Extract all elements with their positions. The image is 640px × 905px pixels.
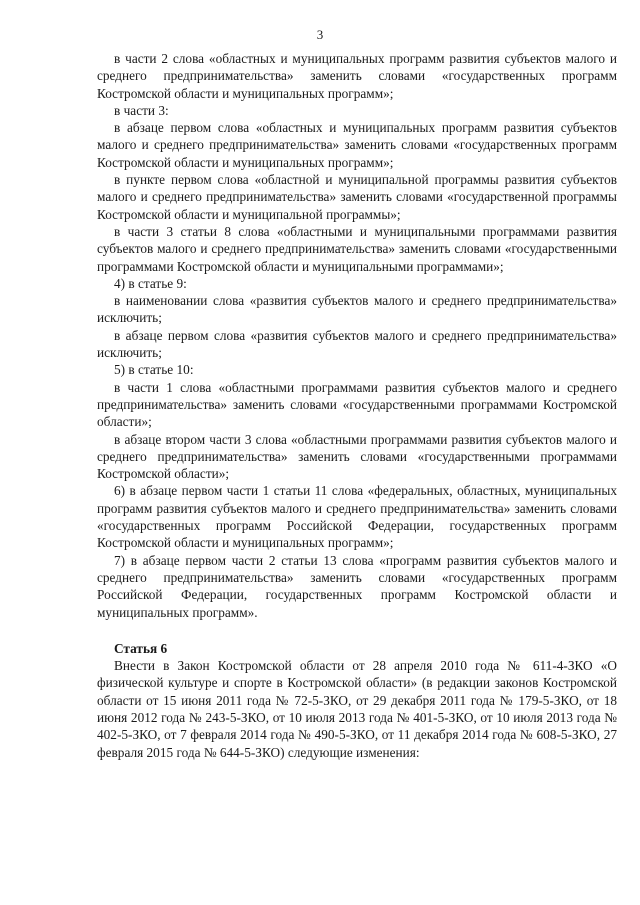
article-text: Внести в Закон Костромской области от 28 апреля 2010 года № 611-4-ЗКО «О физической культуре и спорте в Костромской области» (в редакции законов Костромской области от 15 июня 2011 года № 72-5-ЗКО, от 29 декабря 2011 года № 179-5-ЗКО, от 18 июня 2012 года № 243-5-ЗКО, от 10 июля 2013 года № 401-5-ЗКО, от 10 июля 2013 года № 402-5-ЗКО, от 7 февраля 2014 года № 490-5-ЗКО, от 11 декабря 2014 года № 608-5-ЗКО, 27 февраля 2015 года № 644-5-ЗКО) следующие изменения: xyxy=(97,658,617,760)
paragraph: в части 1 слова «областными программами развития субъектов малого и среднего предпринимательства» заменить словами «государственными программами Костромской области»; xyxy=(97,379,617,430)
paragraph: 5) в статье 10: xyxy=(114,362,194,378)
article-heading: Статья 6 xyxy=(114,640,168,656)
document-body xyxy=(97,50,617,761)
paragraph: в части 3: xyxy=(114,102,169,118)
paragraph: в части 2 слова «областных и муниципальных программ развития субъектов малого и среднего предпринимательства» заменить словами «государственных программ Костромской области и муниципальных программ»; xyxy=(97,51,617,101)
page-number: 3 xyxy=(316,27,324,42)
paragraph: 7) в абзаце первом части 2 статьи 13 слова «программ развития субъектов малого и среднего предпринимательства» заменить словами «государственных программ Российской Федерации, государственных программ Костромской области и муниципальных программ». xyxy=(97,552,617,620)
paragraph: в абзаце первом слова «развития субъектов малого и среднего предпринимательства» исключить; xyxy=(97,327,617,361)
paragraph: в абзаце втором части 3 слова «областными программами развития субъектов малого и среднего предпринимательства» заменить словами «государственными программами Костромской области»; xyxy=(97,431,617,482)
paragraph: 6) в абзаце первом части 1 статьи 11 слова «федеральных, областных, муниципальных программ развития субъектов малого и среднего предпринимательства» заменить словами «государственных программ Российской Федерации, государственных программ Костромской области и муниципальных программ»; xyxy=(97,483,617,551)
paragraph: в части 3 статьи 8 слова «областными и муниципальными программами развития субъектов малого и среднего предпринимательства» заменить словами «государственными программами Костромской области и муниципальными программами»; xyxy=(97,223,617,274)
paragraph: в абзаце первом слова «областных и муниципальных программ развития субъектов малого и среднего предпринимательства» заменить словами «государственных программ Костромской области и муниципальных программ»; xyxy=(97,120,617,170)
paragraph: в наименовании слова «развития субъектов малого и среднего предпринимательства» исключить; xyxy=(97,293,617,326)
paragraph: в пункте первом слова «областной и муниципальной программы развития субъектов малого и среднего предпринимательства» заменить словами «государственной программы Костромской области и муниципальной программы»; xyxy=(97,172,617,222)
paragraph: 4) в статье 9: xyxy=(114,275,187,291)
